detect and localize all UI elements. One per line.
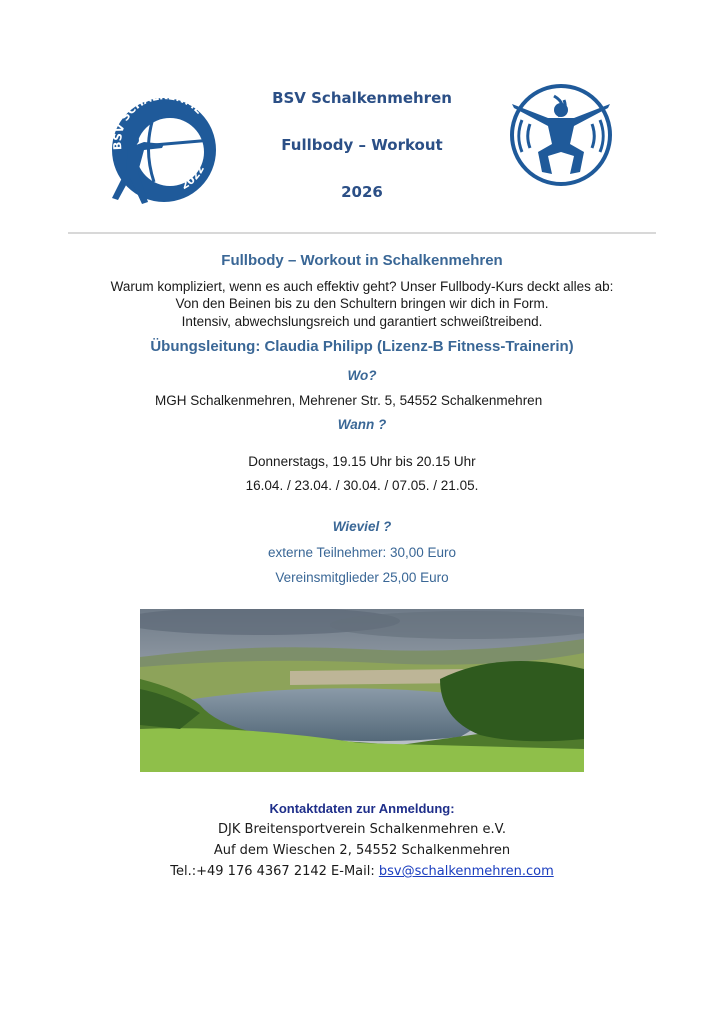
price-label: Wieviel ? xyxy=(332,519,392,534)
contact-phone: Tel.:+49 176 4367 2142 E-Mail: xyxy=(170,864,379,879)
price-external: externe Teilnehmer: 30,00 Euro xyxy=(267,545,457,560)
intro-line-3: Intensiv, abwechslungsreich und garantiert schweißtreibend. xyxy=(181,314,543,329)
contact-line xyxy=(0,864,724,879)
page-title: Fullbody – Workout xyxy=(281,136,443,154)
club-name: BSV Schalkenmehren xyxy=(272,89,452,107)
contact-street: Auf dem Wieschen 2, 54552 Schalkenmehren xyxy=(213,843,511,858)
when-label: Wann ? xyxy=(337,417,387,432)
year: 2026 xyxy=(341,183,383,201)
intro-line-1: Warum kompliziert, wenn es auch effektiv geht? Unser Fullbody-Kurs deckt alles ab: xyxy=(110,279,614,294)
when-time: Donnerstags, 19.15 Uhr bis 20.15 Uhr xyxy=(248,454,476,469)
fitness-figure-logo-icon xyxy=(508,82,614,188)
email-link[interactable]: bsv@schalkenmehren.com xyxy=(378,864,554,879)
trainer-heading: Übungsleitung: Claudia Philipp (Lizenz-B Fitness-Trainerin) xyxy=(150,338,574,355)
svg-text:2022: 2022 xyxy=(178,163,208,193)
contact-org: DJK Breitensportverein Schalkenmehren e.V. xyxy=(218,822,506,837)
fitness-logo xyxy=(508,82,614,188)
landscape-photo-icon xyxy=(140,609,584,772)
intro-line-2: Von den Beinen bis zu den Schultern bringen wir dich in Form. xyxy=(175,296,549,311)
where-address: MGH Schalkenmehren, Mehrener Str. 5, 54552 Schalkenmehren xyxy=(155,393,543,408)
divider xyxy=(68,232,656,234)
lake-landscape-photo xyxy=(140,609,584,772)
contact-heading: Kontaktdaten zur Anmeldung: xyxy=(269,801,455,816)
when-dates: 16.04. / 23.04. / 30.04. / 07.05. / 21.05. xyxy=(245,478,479,493)
price-members: Vereinsmitglieder 25,00 Euro xyxy=(275,570,449,585)
intro-heading: Fullbody – Workout in Schalkenmehren xyxy=(221,252,503,269)
where-label: Wo? xyxy=(347,368,377,383)
svg-text:BSV SCHALKENMEHREN: BSV SCHALKENME xyxy=(111,89,206,151)
